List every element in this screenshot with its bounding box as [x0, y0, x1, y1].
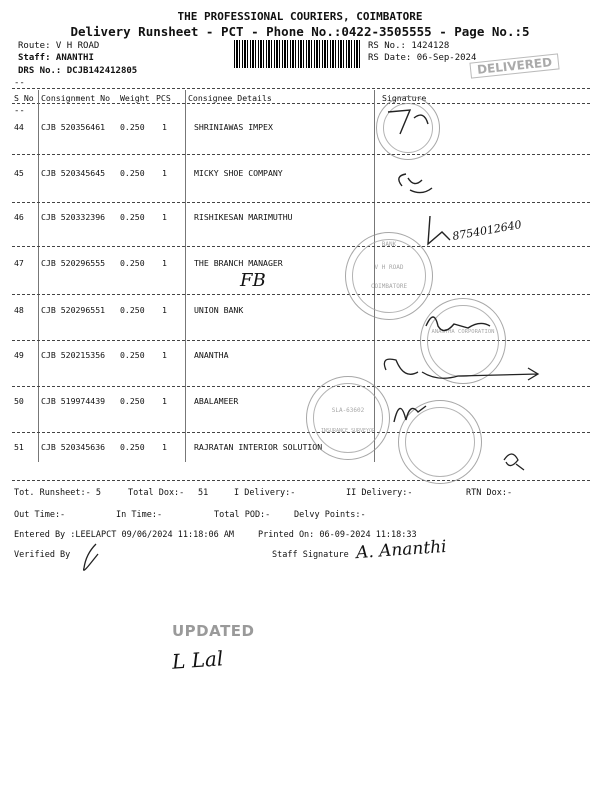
row-pcs: 1: [162, 258, 167, 268]
rs-number: RS No.: 1424128: [368, 41, 450, 51]
row-consignment: CJB 520356461: [41, 122, 106, 132]
col-sno: S No: [14, 93, 34, 103]
header-top-rule: [12, 88, 590, 89]
route-label: Route: V H ROAD: [18, 41, 100, 51]
row-pcs: 1: [162, 442, 167, 452]
row-weight: 0.250: [120, 168, 145, 178]
row-pcs: 1: [162, 168, 167, 178]
signature-mark: [420, 306, 500, 342]
row-consignment: CJB 520296551: [41, 305, 106, 315]
row-pcs: 1: [162, 212, 167, 222]
entered-by: Entered By :LEELAPCT 09/06/2024 11:18:06 AM: [14, 530, 235, 540]
signature-mark: [392, 166, 442, 200]
total-dox-label: Total Dox:-: [128, 488, 185, 498]
col-signature: Signature: [382, 93, 427, 103]
row-consignee: RISHIKESAN MARIMUTHU: [194, 212, 293, 222]
row-consignment: CJB 519974439: [41, 396, 106, 406]
row-sno: 48: [14, 305, 24, 315]
row-sno: 44: [14, 122, 24, 132]
bank-stamp-top-text: BANK: [381, 241, 397, 248]
signature-mark: [386, 392, 446, 432]
staff-signature-label: Staff Signature: [272, 550, 349, 560]
row-separator: [12, 432, 590, 433]
row-consignment: CJB 520215356: [41, 350, 106, 360]
row-consignee: RAJRATAN INTERIOR SOLUTION: [194, 442, 323, 452]
ii-delivery: II Delivery:-: [346, 488, 413, 498]
row-consignee: THE BRANCH MANAGER: [194, 258, 283, 268]
col-weight: Weight: [120, 93, 150, 103]
row-pcs: 1: [162, 396, 167, 406]
row-consignment: CJB 520345645: [41, 168, 106, 178]
col-consignee: Consignee Details: [188, 93, 272, 103]
delvy-points: Delvy Points:-: [294, 510, 366, 520]
row-consignment: CJB 520345636: [41, 442, 106, 452]
row-sno: 50: [14, 396, 24, 406]
anantha-stamp-text: ANANTHA CORPORATION: [431, 329, 495, 335]
row-weight: 0.250: [120, 442, 145, 452]
i-delivery: I Delivery:-: [234, 488, 296, 498]
table-bottom-rule: [12, 480, 590, 481]
delivered-stamp: DELIVERED: [469, 53, 559, 78]
rtn-dox: RTN Dox:-: [466, 488, 513, 498]
staff-label: Staff: ANANTHI: [18, 53, 94, 63]
updated-signature: L Lal: [171, 646, 225, 674]
out-time: Out Time:-: [14, 510, 66, 520]
col-consignment: Consignment No: [41, 93, 111, 103]
row-separator: [12, 294, 590, 295]
verifier-signature: [72, 540, 108, 576]
row-pcs: 1: [162, 305, 167, 315]
row-weight: 0.250: [120, 122, 145, 132]
row-weight: 0.250: [120, 350, 145, 360]
col-divider: [185, 90, 186, 462]
header-dashes: --: [14, 78, 25, 88]
bank-stamp-city-text: COIMBATORE: [370, 283, 408, 290]
row-separator: [12, 246, 590, 247]
handwritten-phone: 8754012640: [451, 218, 523, 243]
printed-on: Printed On: 06-09-2024 11:18:33: [258, 530, 417, 540]
signature-mark: [380, 100, 440, 140]
handwritten-fb: FB: [240, 270, 266, 291]
bank-stamp-road-text: V H ROAD: [374, 264, 404, 271]
updated-stamp: UPDATED: [172, 622, 255, 640]
row-weight: 0.250: [120, 305, 145, 315]
tot-runsheet: Tot. Runsheet:- 5: [14, 488, 101, 498]
row-consignee: ABALAMEER: [194, 396, 239, 406]
row-separator: [12, 154, 590, 155]
row-sno: 46: [14, 212, 24, 222]
header-bottom-rule: [12, 103, 590, 104]
col-divider: [38, 90, 39, 462]
staff-handwritten-signature: A. Ananthi: [355, 536, 448, 564]
drs-number: DRS No.: DCJB142412805: [18, 66, 138, 76]
row-sno: 47: [14, 258, 24, 268]
signature-mark: [378, 352, 548, 392]
row-weight: 0.250: [120, 396, 145, 406]
header-dashes-2: --: [14, 106, 25, 116]
row-consignment: CJB 520332396: [41, 212, 106, 222]
row-weight: 0.250: [120, 258, 145, 268]
col-pcs: PCS: [156, 93, 171, 103]
row-pcs: 1: [162, 122, 167, 132]
row-sno: 45: [14, 168, 24, 178]
company-title: THE PROFESSIONAL COURIERS, COIMBATORE: [177, 10, 423, 23]
in-time: In Time:-: [116, 510, 163, 520]
surveyor-stamp-sla: SLA-63602: [331, 407, 365, 414]
row-consignee: ANANTHA: [194, 350, 229, 360]
barcode: [234, 40, 362, 68]
row-consignee: UNION BANK: [194, 305, 244, 315]
row-consignee: SHRINIAWAS IMPEX: [194, 122, 273, 132]
signature-mark: [498, 446, 528, 476]
row-consignee: MICKY SHOE COMPANY: [194, 168, 283, 178]
row-weight: 0.250: [120, 212, 145, 222]
row-sno: 49: [14, 350, 24, 360]
surveyor-stamp-text: INSURANCE SURVEYOR: [320, 428, 376, 434]
total-pod: Total POD:-: [214, 510, 271, 520]
row-sno: 51: [14, 442, 24, 452]
runsheet-title: Delivery Runsheet - PCT - Phone No.:0422-3505555 - Page No.:5: [70, 24, 530, 39]
total-dox-value: 51: [198, 488, 209, 498]
rs-date: RS Date: 06-Sep-2024: [368, 53, 477, 63]
verified-by: Verified By: [14, 550, 71, 560]
row-consignment: CJB 520296555: [41, 258, 106, 268]
row-separator: [12, 202, 590, 203]
row-pcs: 1: [162, 350, 167, 360]
